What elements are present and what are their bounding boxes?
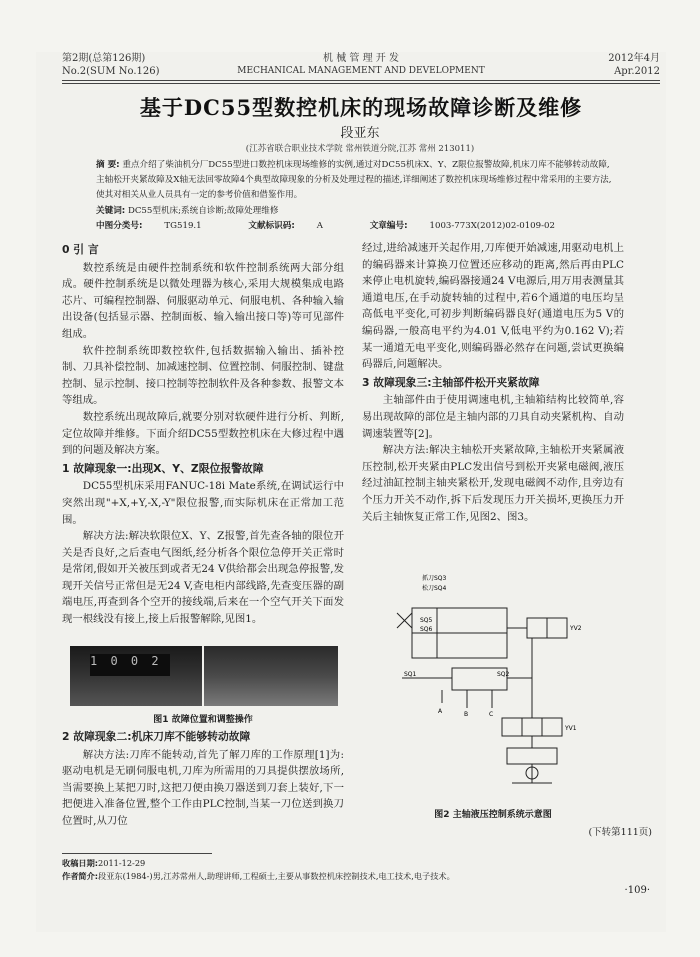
label-c: C (489, 711, 494, 718)
author-affiliation: (江苏省联合职业技术学院 常州铁道分院,江苏 常州 213011) (245, 144, 475, 154)
left-column (62, 240, 344, 628)
author-bio-label: 作者简介: (62, 870, 99, 881)
left-column-continued (62, 727, 344, 830)
footnote (62, 857, 622, 882)
footnote-rule (62, 853, 212, 854)
header-date-en: Apr.2012 (614, 66, 660, 77)
author-bio: 段亚东(1984-)男,江苏常州人,助理讲师,工程硕士,主要从事数控机床控制技术,电工技术,电子技术。 (98, 870, 455, 881)
paragraph: 数控系统是由硬件控制系统和软件控制系统两大部分组成。硬件控制系统是以微处理器为核心,采用大规模集成电路芯片、可编程控制器、伺服驱动单元、伺服电机、各种输入输出设备(包括显示器、控制面板、输入输出接口等)等可见部件组成。 (62, 261, 344, 340)
label-sq2: SQ2 (497, 671, 510, 678)
doc-code-label: 文献标识码: (248, 221, 295, 231)
classification-line (96, 219, 626, 231)
header-rule-thin (62, 83, 660, 84)
header-issue-cn: 第2期(总第126期) (62, 53, 146, 64)
section-heading: 3 故障现象三:主轴部件松开夹紧故障 (362, 375, 540, 389)
paragraph: 解决方法:刀库不能转动,首先了解刀库的工作原理[1]为:驱动电机是无刷伺服电机,刀库为所需用的刀具提供摆放场所,当需要换上某把刀时,这把刀便由换刀器送到刀套上装好,下一把便进入准备位置,整个工作由PLC控制,当某一刀位送到换刀位置时,从刀位 (62, 748, 344, 827)
valve-yv1 (502, 718, 562, 736)
label-sq3: 抓刀SQ3 (422, 575, 447, 582)
header-issue-en: No.2(SUM No.126) (62, 66, 160, 77)
photo-electrical-cabinet (204, 646, 338, 706)
article-id: 1003-773X(2012)02-0109-02 (429, 221, 555, 231)
header-date-cn: 2012年4月 (608, 53, 660, 64)
label-yv1: YV1 (565, 725, 577, 732)
right-column (362, 240, 624, 525)
received-date: 2011-12-29 (98, 858, 146, 868)
figure-1-caption: 图1 故障位置和调整操作 (153, 715, 253, 725)
journal-name-cn: 机 械 管 理 开 发 (323, 53, 399, 64)
continued-note: (下转第111页) (588, 827, 652, 838)
paragraph: 解决方法:解决软限位X、Y、Z报警,首先查各轴的限位开关是否良好,之后查电气图纸,经分析各个限位急停开关正常时是常闭,假如开关被压到或者无24 V供给都会出现急停报警,发现开关信号正常但是无24 V,查电柜内部线路,先查变压器的副端电压,再查到各个空开的接线端,后来在一个空气开关下面发现一根线没有接上,接上后报警解除,见图1。 (62, 530, 344, 626)
article-title: 基于DC55型数控机床的现场故障诊断及维修 (139, 95, 583, 120)
keywords-text: DC55型机床;系统自诊断;故障处理维修 (127, 206, 279, 216)
journal-name-en: MECHANICAL MANAGEMENT AND DEVELOPMENT (237, 66, 485, 76)
abstract (96, 158, 618, 203)
paragraph: 主轴部件由于使用调速电机,主轴箱结构比较简单,容易出现故障的部位是主轴内部的刀具自动夹紧机构、自动调速装置等[2]。 (362, 394, 624, 440)
clc-label: 中图分类号: (96, 221, 143, 231)
pressure-unit (507, 748, 557, 764)
figure-2-caption: 图2 主轴液压控制系统示意图 (434, 810, 552, 820)
paragraph: 经过,进给减速开关起作用,刀库便开始减速,用驱动电机上的编码器来计算换刀位置还应移动的距离,然后再由PLC来停止电机旋转,编码器接通24 V电源后,用万用表测量其通道电压,在手动旋转轴的过程中,若6个通道的电压均呈高低电平变化,可初步判断编码器良好(通道电压为5 V的编码器,一般高电平约为4.01 V,低电平约为0.162 V);若某一通道无电平变化,则编码器必然存在问题,尝试更换编码器后,问题解决。 (362, 242, 624, 371)
abstract-label: 摘 要: (96, 160, 120, 170)
label-sq5: SQ5 (420, 617, 433, 624)
keywords-label: 关键词: (96, 206, 126, 216)
page-number: ·109· (624, 885, 650, 896)
label-yv2: YV2 (570, 625, 582, 632)
label-a: A (438, 708, 443, 715)
label-sq4: 松刀SQ4 (422, 585, 447, 592)
paragraph: 软件控制系统即数控软件,包括数据输入输出、插补控制、刀具补偿控制、加减速控制、位置控制、伺服控制、键盘控制、显示控制、接口控制等控制软件及各种参数、报警文本等组成。 (62, 344, 344, 407)
header-center (62, 52, 660, 78)
keywords (96, 204, 618, 216)
label-sq6: SQ6 (420, 626, 433, 633)
section-heading: 2 故障现象二:机床刀库不能够转动故障 (62, 730, 251, 743)
article-id-label: 文章编号: (369, 221, 408, 231)
label-sq1: SQ1 (404, 671, 417, 678)
author-name: 段亚东 (340, 126, 380, 141)
header-right (608, 52, 660, 78)
section-heading: 1 故障现象一:出现X、Y、Z限位报警故障 (62, 461, 264, 475)
screen-readout: 1 0 0 2 (90, 654, 170, 676)
abstract-text: 重点介绍了柴油机分厂DC55型进口数控机床现场维修的实例,通过对DC55机床X、Y、Z限位报警故障,机床刀库不能够转动故障,主轴松开夹紧故障及X轴无法回零故障4个典型故障现象的分析及处理过程的描述,详细阐述了数控机床现场维修过程中常采用的主要方法,使其对相关从业人员具有一定的参考价值和借鉴作用。 (96, 160, 612, 200)
figure-1-photos (62, 646, 344, 706)
header-rule (62, 80, 660, 81)
paragraph: 解决方法:解决主轴松开夹紧故障,主轴松开夹紧属液压控制,松开夹紧由PLC发出信号到松开夹紧电磁阀,液压经过油缸控制主轴夹紧松开,发现电磁阀不动作,且旁边有个压力开关不动作,拆下后发现压力开关损坏,更换压力开关后主轴恢复正常工作,见图2、图3。 (362, 444, 624, 523)
paragraph: DC55型机床采用FANUC-18i Mate系统,在调试运行中突然出现"+X,+Y,-X,-Y"限位报警,而实际机床在正常加工范围。 (62, 480, 344, 526)
figure-2-hydraulic-diagram (382, 568, 612, 798)
received-label: 收稿日期: (62, 858, 99, 868)
photo-control-panel (70, 646, 202, 706)
section-heading: 0 引 言 (62, 243, 99, 256)
paragraph: 数控系统出现故障后,就要分别对软硬件进行分析、判断,定位故障并维修。下面介绍DC55型数控机床在大修过程中遇到的问题及解决方案。 (62, 410, 344, 457)
clc-number: TG519.1 (164, 221, 202, 231)
label-b: B (464, 711, 469, 718)
doc-code: A (316, 221, 323, 231)
running-header (62, 52, 660, 82)
